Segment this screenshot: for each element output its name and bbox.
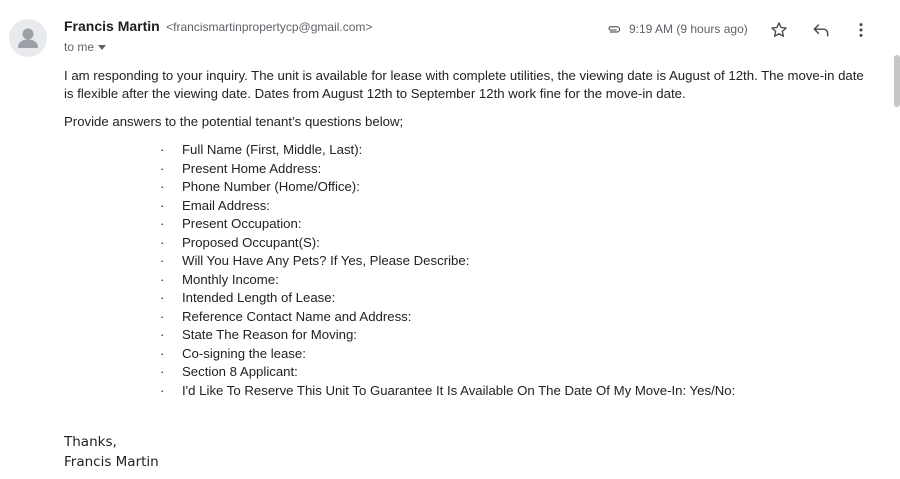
list-item: · Proposed Occupant(S): bbox=[160, 234, 876, 253]
list-item: · Present Home Address: bbox=[160, 160, 876, 179]
message-timestamp: 9:19 AM (9 hours ago) bbox=[629, 22, 748, 36]
reply-icon bbox=[811, 20, 831, 40]
sender-avatar[interactable] bbox=[9, 19, 47, 57]
recipient-details-toggle[interactable] bbox=[64, 40, 106, 54]
list-item: · Email Address: bbox=[160, 197, 876, 216]
more-options-button[interactable] bbox=[849, 18, 873, 42]
recipient-label: to me bbox=[64, 40, 95, 54]
list-item: · Section 8 Applicant: bbox=[160, 363, 876, 382]
message-header bbox=[64, 18, 900, 58]
list-item: · State The Reason for Moving: bbox=[160, 326, 876, 345]
reply-button[interactable] bbox=[809, 18, 833, 42]
list-item: · Monthly Income: bbox=[160, 271, 876, 290]
paperclip-icon bbox=[605, 20, 623, 38]
list-item: · Will You Have Any Pets? If Yes, Please Describe: bbox=[160, 252, 876, 271]
scrollbar[interactable] bbox=[894, 55, 900, 107]
list-item: · Present Occupation: bbox=[160, 215, 876, 234]
more-vert-icon bbox=[851, 20, 871, 40]
signoff bbox=[64, 432, 159, 472]
sender-email: <francismartinpropertycp@gmail.com> bbox=[166, 20, 373, 34]
list-item: · Phone Number (Home/Office): bbox=[160, 178, 876, 197]
sender-line bbox=[64, 18, 372, 36]
questions-list bbox=[64, 141, 876, 400]
list-item: · Intended Length of Lease: bbox=[160, 289, 876, 308]
message-body bbox=[64, 67, 876, 400]
star-button[interactable] bbox=[767, 18, 791, 42]
sender-name[interactable]: Francis Martin bbox=[64, 18, 160, 34]
star-icon bbox=[769, 20, 789, 40]
list-item: · Full Name (First, Middle, Last): bbox=[160, 141, 876, 160]
signature-text: Francis Martin bbox=[64, 454, 159, 470]
message-paragraph: Provide answers to the potential tenant’s questions below; bbox=[64, 114, 404, 129]
person-icon bbox=[9, 19, 47, 57]
closing-text: Thanks, bbox=[64, 434, 117, 450]
message-meta bbox=[605, 20, 748, 38]
list-item: · I'd Like To Reserve This Unit To Guarantee It Is Available On The Date Of My Move-In: Yes/No: bbox=[160, 382, 876, 401]
message-paragraph: I am responding to your inquiry. The unit is available for lease with complete utilities, the viewing date is August of 12th. The move-in date is flexible after the viewing date. Dates from August 12th to September 12th work fine for the move-in date. bbox=[64, 68, 864, 101]
list-item: · Reference Contact Name and Address: bbox=[160, 308, 876, 327]
chevron-down-icon bbox=[98, 45, 106, 50]
list-item: · Co-signing the lease: bbox=[160, 345, 876, 364]
